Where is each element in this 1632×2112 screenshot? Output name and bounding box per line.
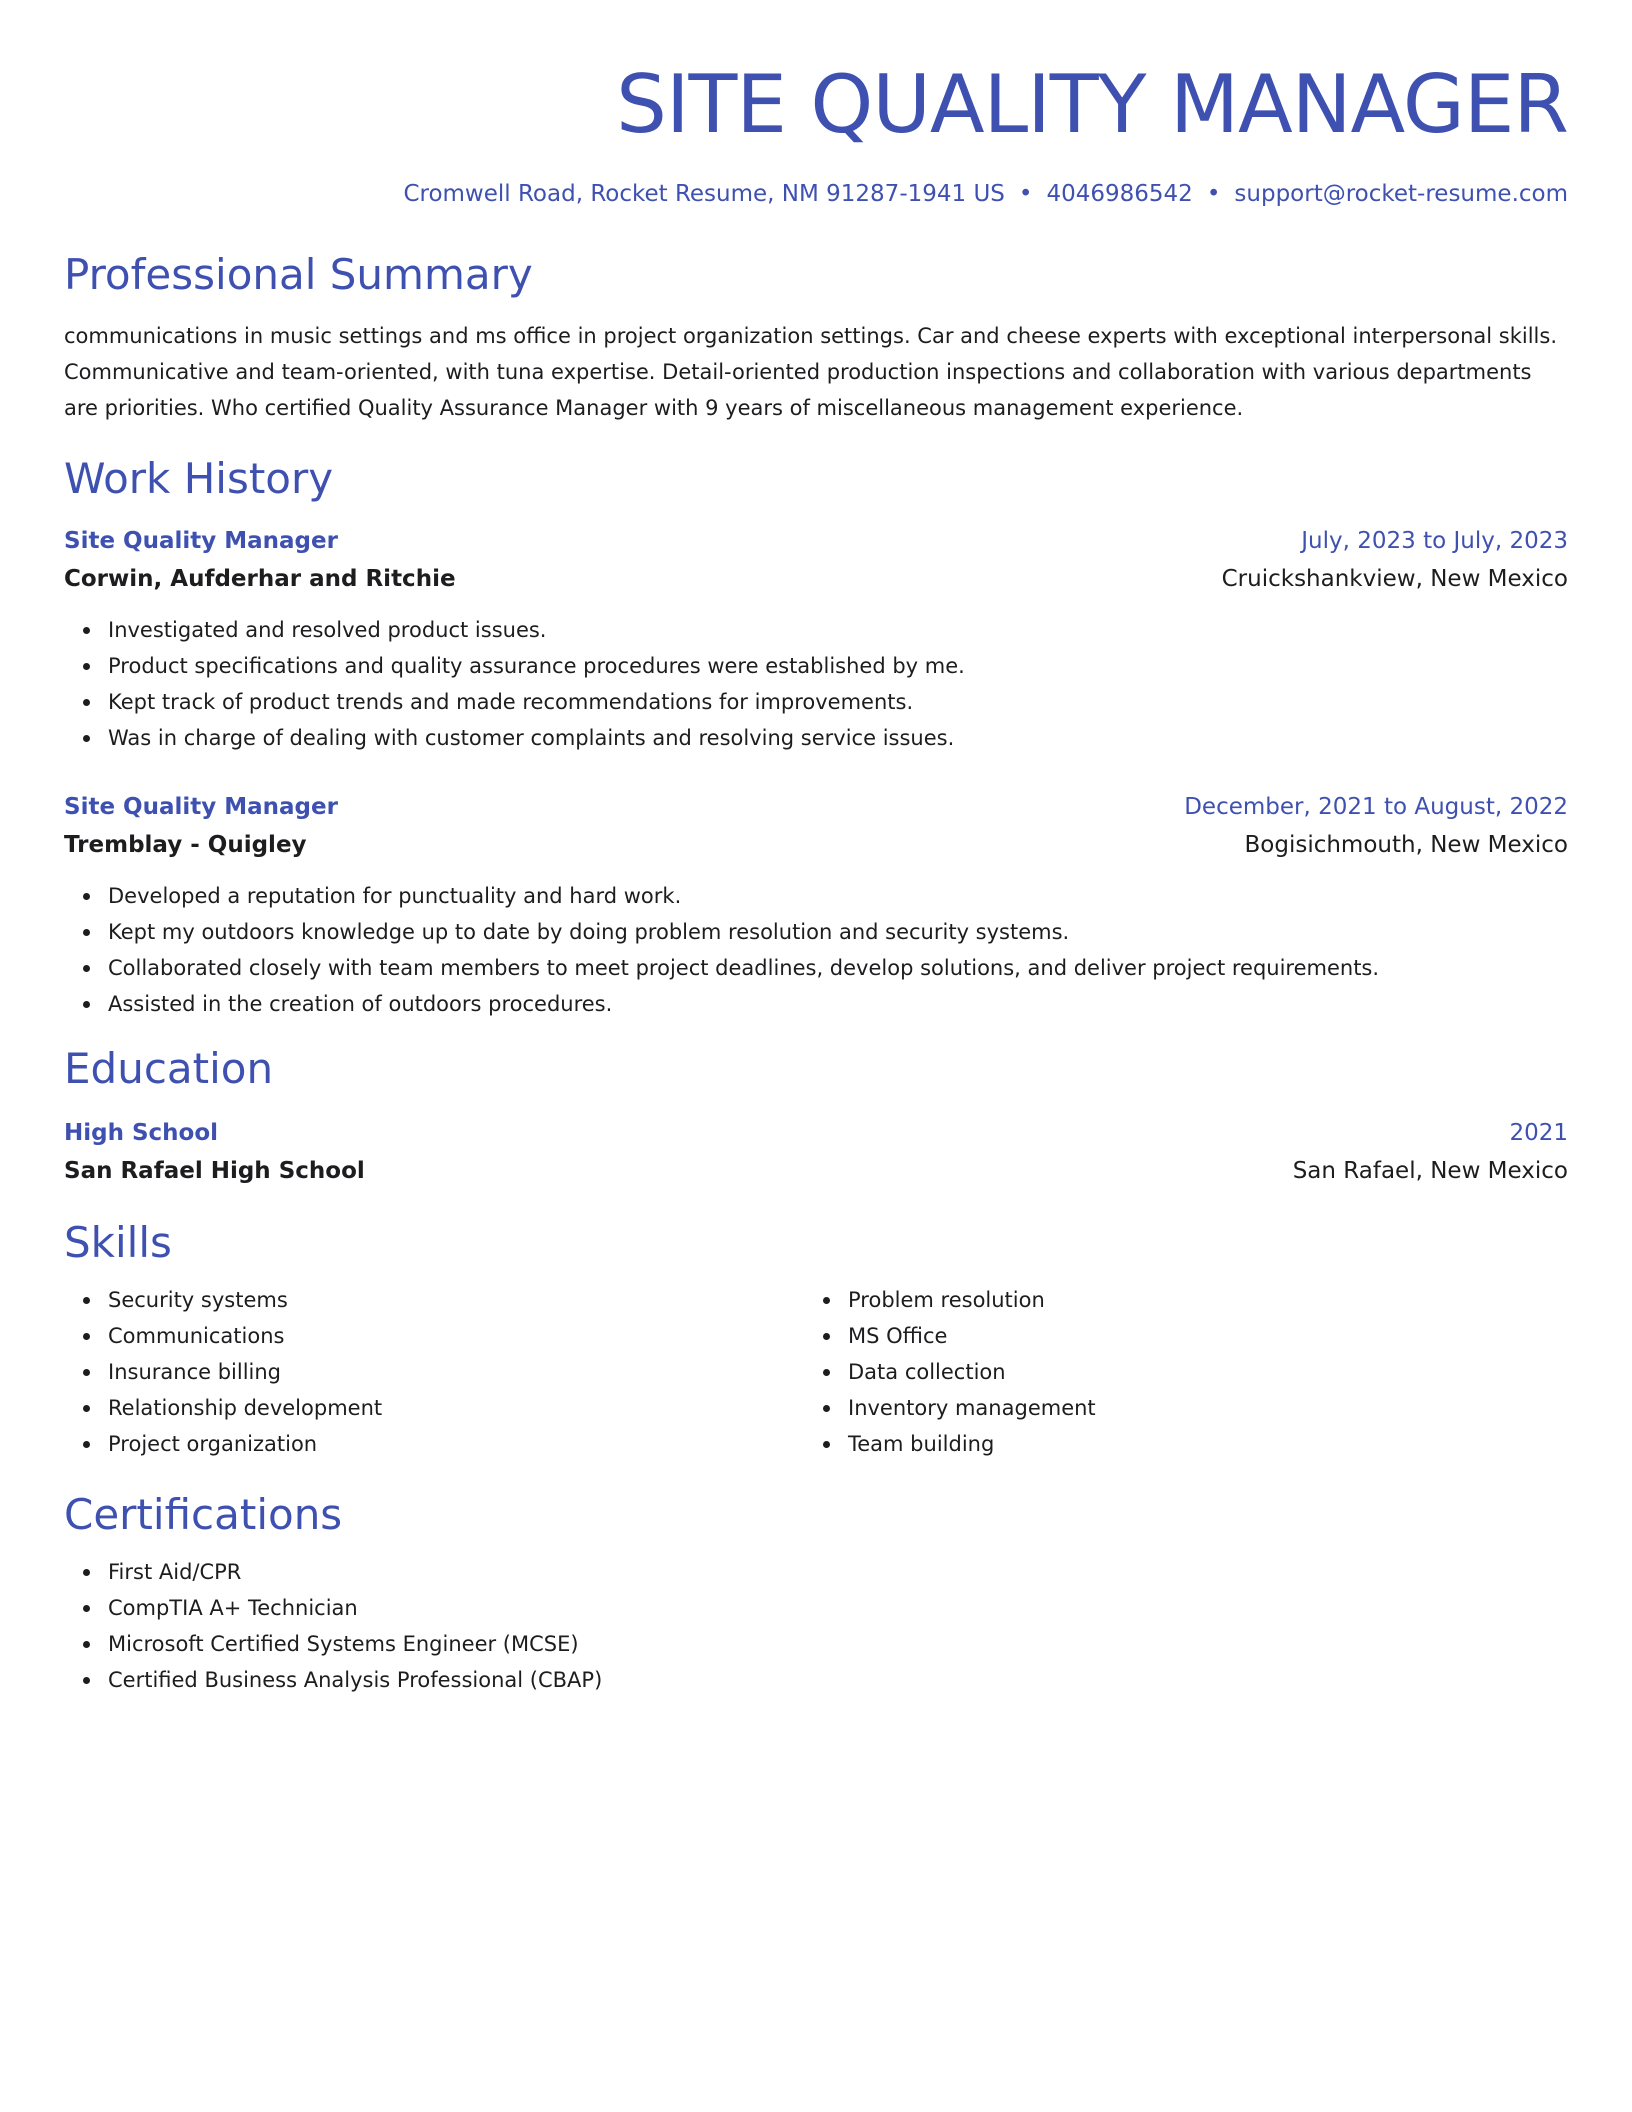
contact-email[interactable]: support@rocket-resume.com xyxy=(1234,181,1568,207)
contact-separator: • xyxy=(1018,181,1033,207)
summary-text: communications in music settings and ms office in project organization settings. Car and cheese experts with exceptional interpersonal skills. Communicative and team-oriented, with tuna expertise. Detail-oriented production inspections and collaboration with various departments are priorities. Who certified Quality Assurance Manager with 9 years of miscellaneous management experience. xyxy=(64,324,1558,420)
job-role: Site Quality Manager xyxy=(64,794,338,820)
skill-item: Inventory management xyxy=(848,1390,1544,1426)
skill-item: Relationship development xyxy=(108,1390,804,1426)
skills-list xyxy=(64,1282,804,1462)
skill-item: Team building xyxy=(848,1426,1544,1462)
job-location: Cruickshankview, New Mexico xyxy=(1221,566,1568,592)
job-entry xyxy=(64,522,1568,756)
contact-phone: 4046986542 xyxy=(1046,181,1193,207)
skill-item: Project organization xyxy=(108,1426,804,1462)
skills-column-left xyxy=(64,1282,804,1462)
certifications-list xyxy=(64,1554,1568,1698)
skill-item: Insurance billing xyxy=(108,1354,804,1390)
job-bullet: Assisted in the creation of outdoors procedures. xyxy=(108,986,1568,1022)
certification-item: First Aid/CPR xyxy=(108,1554,1568,1590)
contact-address: Cromwell Road, Rocket Resume, NM 91287-1941 US xyxy=(403,181,1005,207)
skills-grid xyxy=(64,1282,1568,1462)
section-title-education: Education xyxy=(64,1044,274,1093)
job-bullets xyxy=(64,612,1568,756)
job-bullet: Was in charge of dealing with customer complaints and resolving service issues. xyxy=(108,720,1568,756)
skill-item: MS Office xyxy=(848,1318,1544,1354)
job-company: Corwin, Aufderhar and Ritchie xyxy=(64,566,456,592)
certification-item: Microsoft Certified Systems Engineer (MCSE) xyxy=(108,1626,1568,1662)
resume-name: SITE QUALITY MANAGER xyxy=(616,58,1568,151)
job-bullets xyxy=(64,878,1568,1022)
job-company-row xyxy=(64,826,1568,864)
job-dates: December, 2021 to August, 2022 xyxy=(1184,794,1568,820)
job-header-row xyxy=(64,522,1568,560)
section-title-certifications: Certifications xyxy=(64,1490,343,1539)
contact-line xyxy=(64,178,1568,210)
education-school: San Rafael High School xyxy=(64,1158,365,1184)
skills-column-right xyxy=(804,1282,1544,1462)
job-role: Site Quality Manager xyxy=(64,528,338,554)
section-title-skills: Skills xyxy=(64,1218,172,1267)
education-school-row xyxy=(64,1152,1568,1190)
education-year: 2021 xyxy=(1509,1120,1568,1146)
contact-separator: • xyxy=(1206,181,1221,207)
skill-item: Data collection xyxy=(848,1354,1544,1390)
job-bullet: Kept track of product trends and made recommendations for improvements. xyxy=(108,684,1568,720)
job-bullet: Product specifications and quality assurance procedures were established by me. xyxy=(108,648,1568,684)
job-entry xyxy=(64,788,1568,1022)
education-degree: High School xyxy=(64,1120,219,1146)
job-header-row xyxy=(64,788,1568,826)
education-location: San Rafael, New Mexico xyxy=(1292,1158,1568,1184)
certification-item: Certified Business Analysis Professional (CBAP) xyxy=(108,1662,1568,1698)
resume-page xyxy=(64,0,1568,1698)
skills-list xyxy=(804,1282,1544,1462)
skill-item: Security systems xyxy=(108,1282,804,1318)
section-title-work-history: Work History xyxy=(64,454,334,503)
job-bullet: Kept my outdoors knowledge up to date by doing problem resolution and security systems. xyxy=(108,914,1568,950)
section-title-summary: Professional Summary xyxy=(64,250,533,299)
job-bullet: Collaborated closely with team members to meet project deadlines, develop solutions, and deliver project requirements. xyxy=(108,950,1568,986)
education-header-row xyxy=(64,1114,1568,1152)
job-dates: July, 2023 to July, 2023 xyxy=(1301,528,1568,554)
education-entry xyxy=(64,1114,1568,1190)
skill-item: Communications xyxy=(108,1318,804,1354)
job-location: Bogisichmouth, New Mexico xyxy=(1244,832,1568,858)
job-bullet: Developed a reputation for punctuality and hard work. xyxy=(108,878,1568,914)
job-company: Tremblay - Quigley xyxy=(64,832,307,858)
skill-item: Problem resolution xyxy=(848,1282,1544,1318)
job-bullet: Investigated and resolved product issues. xyxy=(108,612,1568,648)
job-company-row xyxy=(64,560,1568,598)
certification-item: CompTIA A+ Technician xyxy=(108,1590,1568,1626)
